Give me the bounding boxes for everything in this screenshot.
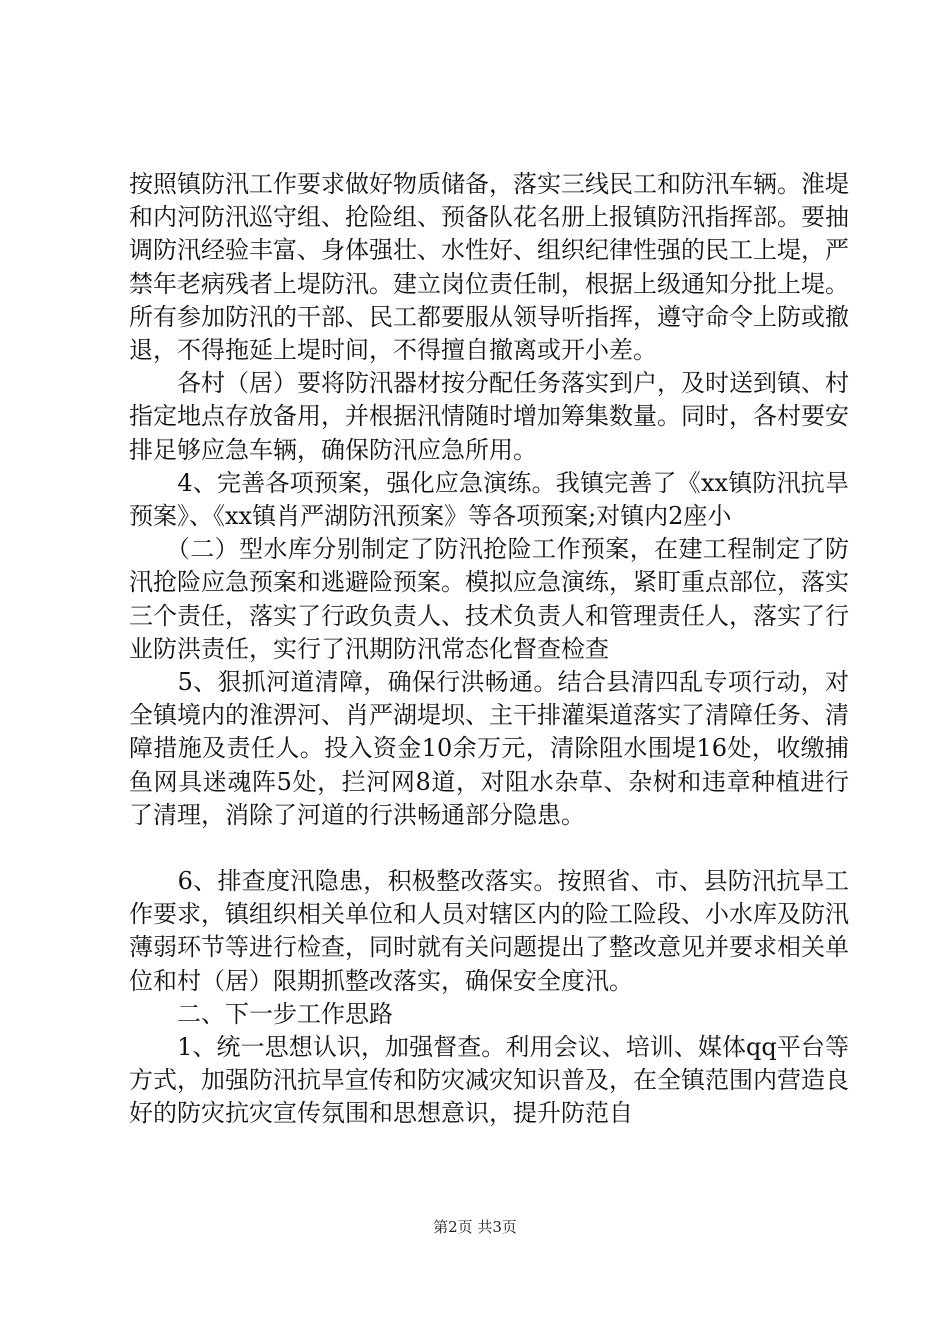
section-heading: 二、下一步工作思路: [129, 999, 393, 1028]
paragraph-1: 按照镇防汛工作要求做好物质储备，落实三线民工和防汛车辆。淮堤和内河防汛巡守组、抢险组、预备队花名册上报镇防汛指挥部。要抽调防汛经验丰富、身体强壮、水性好、组织纪律性强的民工上堤，严禁年老病残者上堤防汛。建立岗位责任制，根据上级通知分批上堤。所有参加防汛的干部、民工都要服从领导听指挥，遵守命令上防或撤退，不得拖延上堤时间，不得擅自撤离或开小差。: [129, 170, 849, 365]
paragraph-7: 1、统一思想认识，加强督查。利用会议、培训、媒体qq平台等方式，加强防汛抗旱宣传和防灾减灾知识普及，在全镇范围内营造良好的防灾抗灾宣传氛围和思想意识，提升防范自: [129, 1033, 849, 1128]
paragraph-4: （二）型水库分别制定了防汛抢险工作预案，在建工程制定了防汛抢险应急预案和逃避险预案。模拟应急演练，紧盯重点部位，落实三个责任，落实了行政负责人、技术负责人和管理责任人，落实了行业防洪责任，实行了汛期防汛常态化督查检查: [129, 535, 849, 663]
paragraph-2: 各村（居）要将防汛器材按分配任务落实到户，及时送到镇、村指定地点存放备用，并根据汛情随时增加筹集数量。同时，各村要安排足够应急车辆，确保防汛应急所用。: [129, 369, 849, 464]
paragraph-5: 5、狠抓河道清障，确保行洪畅通。结合县清四乱专项行动，对全镇境内的淮淠河、肖严湖堤坝、主干排灌渠道落实了清障任务、清障措施及责任人。投入资金10余万元，清除阻水围堤16处，收缴捕鱼网具迷魂阵5处，拦河网8道，对阻水杂草、杂树和违章种植进行了清理，消除了河道的行洪畅通部分隐患。: [129, 668, 849, 829]
page-footer: 第2页 共3页: [433, 1218, 517, 1236]
paragraph-6: 6、排查度汛隐患，积极整改落实。按照省、市、县防汛抗旱工作要求，镇组织相关单位和人员对辖区内的险工险段、小水库及防汛薄弱环节等进行检查，同时就有关问题提出了整改意见并要求相关单位和村（居）限期抓整改落实，确保安全度汛。: [129, 867, 849, 995]
paragraph-3: 4、完善各项预案，强化应急演练。我镇完善了《xx镇防汛抗旱预案》、《xx镇肖严湖防汛预案》等各项预案;对镇内2座小: [129, 468, 849, 531]
document-body: [129, 168, 849, 1131]
paragraph-gap: [129, 832, 849, 865]
